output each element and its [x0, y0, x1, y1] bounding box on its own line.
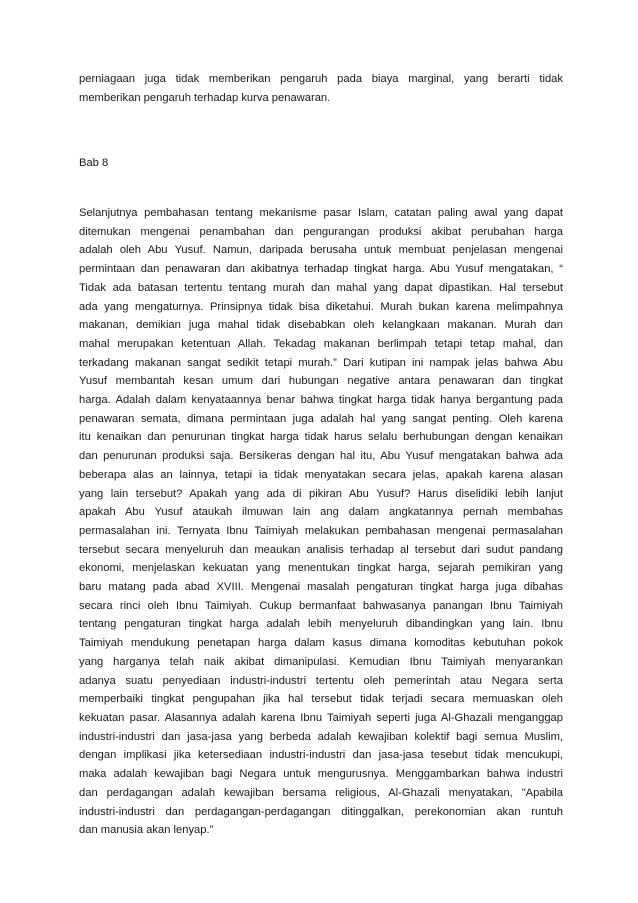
paragraph-body-line: Yusuf membantah kesan umum dari hubungan negative antara penawaran dan tingkat: [79, 375, 563, 388]
paragraph-body-line: harga. Adalah dalam kenyataannya benar bahwa tingkat harga tidak hanya bergantung pada: [79, 394, 563, 407]
paragraph-body-line: tentang pengaturan tingkat harga adalah lebih menyeluruh dibandingkan yang lain. Ibnu: [79, 618, 563, 631]
paragraph-body-line: industri-industri dan jasa-jasa yang berbeda adalah kewajiban kolektif bagi semua Muslim,: [79, 730, 563, 743]
paragraph-body-line: tersebut secara menyeluruh dan meaukan analisis terhadap al tersebut dari sudut pandang: [79, 543, 563, 556]
paragraph-body-line: memperbaiki tingkat pengupahan jika hal tersebut tidak terjadi secara memuaskan oleh: [79, 693, 563, 706]
paragraph-body-line: terkadang makanan sangat sedikit tetapi murah.” Dari kutipan ini nampak jelas bahwa Abu: [79, 356, 563, 369]
paragraph-body-line: ditemukan mengenai penambahan dan pengurangan produksi akibat perubahan harga: [79, 225, 563, 238]
paragraph-body-line: beberapa alas an lainnya, tetapi ia tidak menyatakan secara jelas, apakah karena alasan: [79, 468, 563, 481]
paragraph-body-line: adalah oleh Abu Yusuf. Namun, daripada berusaha untuk membuat penjelasan mengenai: [79, 244, 563, 257]
paragraph-body-line: dengan implikasi jika ketersediaan industri-industri dan jasa-jasa tesebut tidak mencukupi,: [79, 749, 563, 762]
paragraph-body-line: Tidak ada batasan tertentu tentang murah dan mahal yang dapat dipastikan. Hal tersebut: [79, 281, 563, 294]
paragraph-body-line: apakah Abu Yusuf ataukah ilmuwan lain ang dalam angkatannya pernah membahas: [79, 506, 563, 519]
paragraph-body-line: dan manusia akan lenyap.”: [79, 824, 214, 837]
paragraph-body: [79, 204, 563, 840]
paragraph-body-line: dan penurunan produksi saja. Bersikeras dengan hal itu, Abu Yusuf mengatakan bahwa ada: [79, 450, 563, 463]
chapter-heading-text: Bab 8: [79, 157, 109, 169]
paragraph-body-line: yang harganya telah naik akibat dimanipulasi. Kemudian Ibnu Taimiyah menyarankan: [79, 655, 563, 668]
paragraph-continuation: [79, 70, 563, 107]
paragraph-body-line: permintaan dan penawaran dan akibatnya terhadap tingkat harga. Abu Yusuf mengatakan, “: [79, 263, 563, 276]
paragraph-body-line: kekuatan pasar. Alasannya adalah karena Ibnu Taimiyah seperti juga Al-Ghazali menganggap: [79, 711, 563, 724]
paragraph-body-line: yang lain tersebut? Apakah yang ada di pikiran Abu Yusuf? Harus diselidiki lebih lanjut: [79, 487, 563, 500]
paragraph-body-line: baru matang pada abad XVIII. Mengenai masalah pengaturan tingkat harga juga dibahas: [79, 581, 563, 594]
paragraph-body-line: Selanjutnya pembahasan tentang mekanisme pasar Islam, catatan paling awal yang dapat: [79, 207, 563, 219]
paragraph-body-line: industri-industri dan perdagangan-perdagangan ditinggalkan, perekonomian akan runtuh: [79, 805, 563, 818]
paragraph-body-line: Taimiyah mendukung penetapan harga dalam kasus dimana komoditas kebutuhan pokok: [79, 637, 563, 650]
paragraph-body-line: permasalahan ini. Ternyata Ibnu Taimiyah melakukan pembahasan mengenai permasalahan: [79, 524, 563, 537]
paragraph-body-line: itu kenaikan dan penurunan tingkat harga tidak harus selalu berhubungan dengan kenaikan: [79, 431, 563, 444]
paragraph-body-line: dan perdagangan adalah kewajiban bersama religious, Al-Ghazali menyatakan, "Apabila: [79, 786, 563, 799]
paragraph-body-line: penawaran semata, dimana permintaan juga adalah hal yang sangat penting. Oleh karena: [79, 412, 563, 425]
paragraph-continuation-line: memberikan pengaruh terhadap kurva penawaran.: [79, 91, 331, 104]
paragraph-body-line: makanan, demikian juga mahal tidak disebabkan oleh kelangkaan makanan. Murah dan: [79, 319, 563, 332]
chapter-heading: [79, 154, 563, 173]
paragraph-body-line: ekonomi, menjelaskan kekuatan yang menentukan tingkat harga, sejarah pemikiran yang: [79, 562, 563, 575]
paragraph-body-line: maka adalah kewajiban bagi Negara untuk mengurusnya. Menggambarkan bahwa industri: [79, 768, 563, 781]
paragraph-body-line: ada yang mengaturnya. Prinsipnya tidak bisa diketahui. Murah bukan karena melimpahnya: [79, 300, 563, 313]
paragraph-body-line: secara rinci oleh Ibnu Taimiyah. Cukup bermanfaat bahwasanya panangan Ibnu Taimiyah: [79, 599, 563, 612]
paragraph-body-line: adanya suatu penyediaan industri-industri tertentu oleh pemerintah atau Negara serta: [79, 674, 563, 687]
paragraph-body-line: mahal merupakan ketentuan Allah. Tekadag makanan berlimpah tetapi tetap mahal, dan: [79, 337, 563, 350]
paragraph-continuation-line: perniagaan juga tidak memberikan pengaruh pada biaya marginal, yang berarti tidak: [79, 73, 563, 85]
